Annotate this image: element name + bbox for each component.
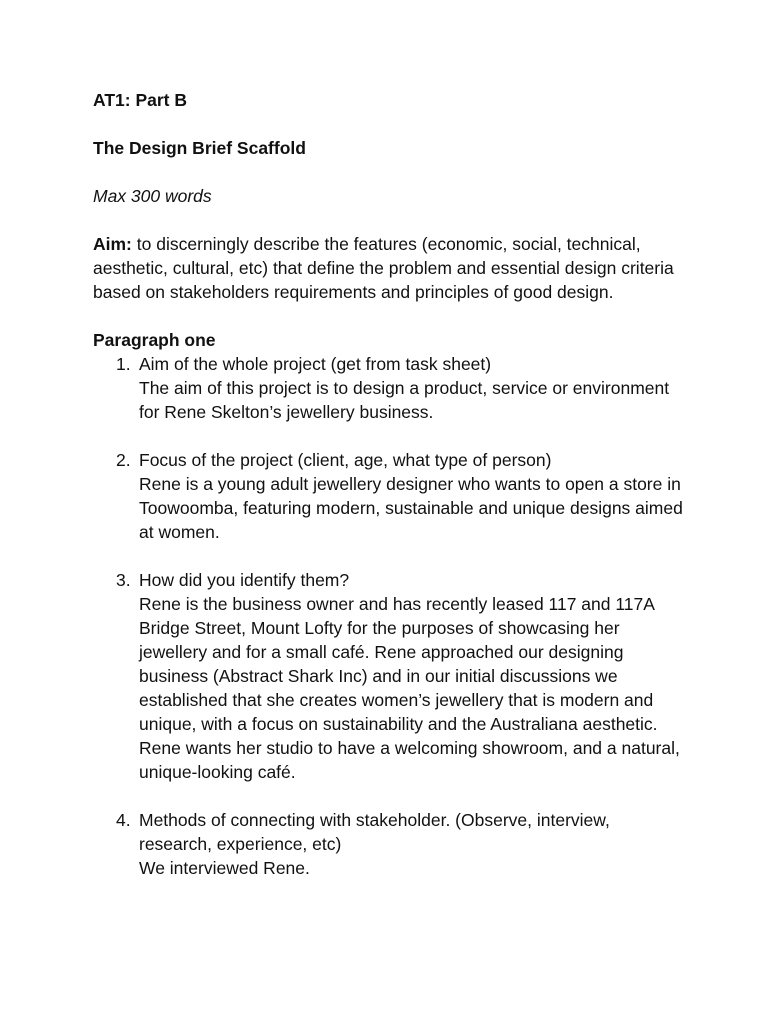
item-number: 3. [116, 570, 131, 590]
list-item [93, 352, 683, 424]
document-body [93, 88, 683, 880]
spacer [93, 304, 683, 328]
spacer [93, 424, 683, 448]
item-answer: Rene is the business owner and has recently leased 117 and 117A Bridge Street, Mount Lofty for the purposes of showcasing her jewellery and for a small café. Rene approached our designing business (Abstract Shark Inc) and in our initial discussions we established that she creates women’s jewellery that is modern and unique, with a focus on sustainability and the Australiana aesthetic. Rene wants her studio to have a welcoming showroom, and a natural, unique-looking café. [139, 594, 680, 782]
spacer [93, 112, 683, 136]
aim-text: to discerningly describe the features (economic, social, technical, aesthetic, cultural, etc) that define the problem and essential design criteria based on stakeholders requirements and principles of good design. [93, 234, 674, 302]
item-question: Focus of the project (client, age, what type of person) [139, 450, 552, 470]
list-item [93, 568, 683, 784]
document-subtitle: The Design Brief Scaffold [93, 138, 306, 158]
spacer [93, 208, 683, 232]
spacer [93, 160, 683, 184]
paragraph-heading: Paragraph one [93, 330, 216, 350]
item-answer: The aim of this project is to design a product, service or environment for Rene Skelton’s jewellery business. [139, 378, 670, 422]
item-number: 1. [116, 354, 131, 374]
item-question: Methods of connecting with stakeholder. (Observe, interview, research, experience, etc) [139, 810, 610, 854]
spacer [93, 784, 683, 808]
spacer [93, 544, 683, 568]
list-item [93, 448, 683, 544]
word-limit: Max 300 words [93, 186, 212, 206]
item-question: How did you identify them? [139, 570, 350, 590]
aim-statement [93, 232, 683, 304]
document-title: AT1: Part B [93, 90, 187, 110]
item-number: 2. [116, 450, 131, 470]
item-answer: We interviewed Rene. [139, 858, 310, 878]
list-item [93, 808, 683, 880]
item-answer: Rene is a young adult jewellery designer who wants to open a store in Toowoomba, featuring modern, sustainable and unique designs aimed at women. [139, 474, 683, 542]
item-number: 4. [116, 810, 131, 830]
question-list [93, 352, 683, 880]
aim-label: Aim: [93, 234, 132, 254]
item-question: Aim of the whole project (get from task sheet) [139, 354, 492, 374]
